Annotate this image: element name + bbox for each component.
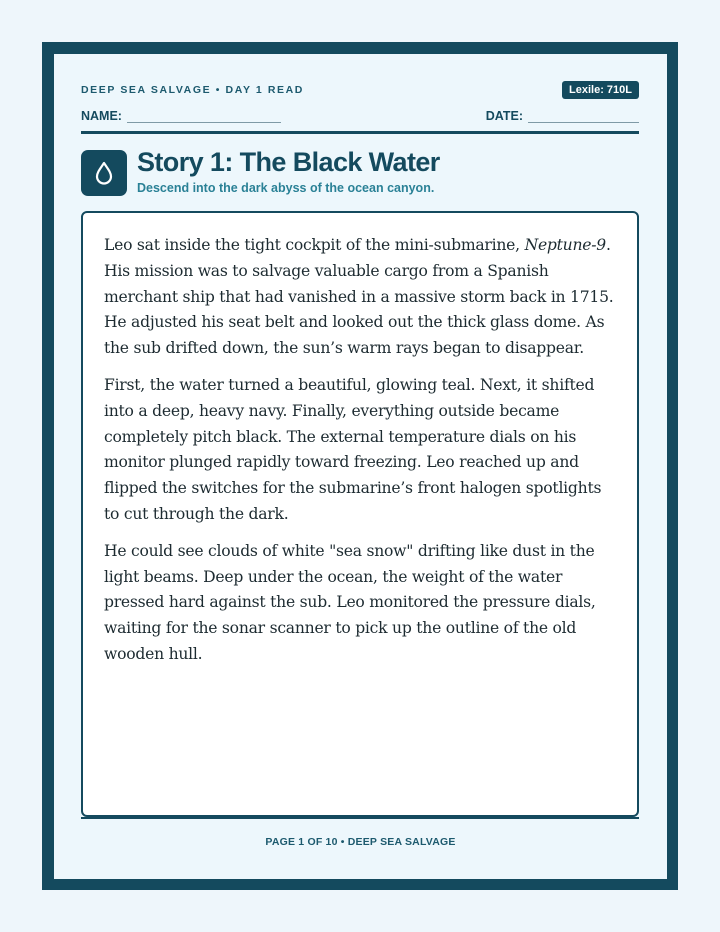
page-footer: PAGE 1 OF 10 • DEEP SEA SALVAGE [265,836,456,848]
name-label: NAME: [81,109,122,123]
story-subtitle: Descend into the dark abyss of the ocean canyon. [137,181,435,195]
story-paragraph-2: First, the water turned a beautiful, glowing teal. Next, it shifted into a deep, heavy navy. Finally, everything outside became completely pitch black. The external temperature dials on his monitor plunged rapidly toward freezing. Leo reached up and flipped the switches for the submarine’s front halogen spotlights to cut through the dark. [104,375,602,523]
date-field-row [486,108,639,123]
name-blank[interactable] [127,108,281,123]
story-paragraph-3: He could see clouds of white "sea snow" drifting like dust in the light beams. Deep under the ocean, the weight of the water pressed hard against the sub. Leo monitored the pressure dials, waiting for the sonar scanner to pick up the outline of the old wooden hull. [104,541,596,663]
lexile-badge: Lexile: 710L [562,81,639,99]
footer-divider [81,817,639,819]
worksheet [54,54,667,879]
date-label: DATE: [485,109,523,123]
story-title: Story 1: The Black Water [137,147,440,177]
story-text-box [81,211,639,817]
water-drop-icon [81,150,127,196]
date-blank[interactable] [528,108,639,123]
submarine-name: Neptune-9 [524,236,606,254]
header-divider [81,131,639,134]
worksheet-header-label: DEEP SEA SALVAGE • DAY 1 READ [81,84,304,96]
name-field-row [81,108,281,123]
story-paragraph-1: Leo sat inside the tight cockpit of the mini-submarine, Neptune-9. His mission was to salvage valuable cargo from a Spanish merchant ship that had vanished in a massive storm back in 1715. He adjusted his seat belt and looked out the thick glass dome. As the sub drifted down, the sun’s warm rays began to disappear. [104,236,614,358]
